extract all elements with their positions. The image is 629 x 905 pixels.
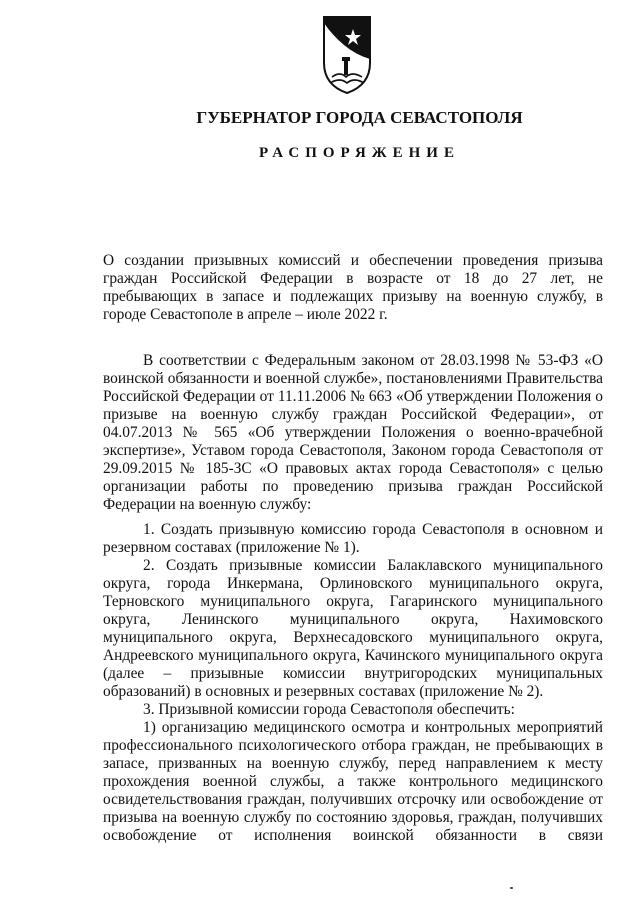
coat-of-arms-drawing	[322, 15, 372, 95]
document-type: РАСПОРЯЖЕНИЕ	[259, 145, 460, 161]
document-subject	[103, 252, 603, 324]
order-items	[103, 521, 603, 845]
item-1: 1. Создать призывную комиссию города Севастополя в основном и резервном составах (приложение № 1).	[103, 521, 603, 556]
document-title: ГУБЕРНАТОР ГОРОДА СЕВАСТОПОЛЯ	[196, 108, 523, 127]
preamble-text: В соответствии с Федеральным законом от 28.03.1998 № 53-ФЗ «О воинской обязанности и военной службе», постановлениями Правительства Российской Федерации от 11.11.2006 № 663 «Об утверждении Положения о призыве на военную службу граждан Российской Федерации», от 04.07.2013 № 565 «Об утверждении Положения о военно-врачебной экспертизе», Уставом города Севастополя, Законом города Севастополя от 29.09.2015 № 185-ЗС «О правовых актах города Севастополя» с целью организации работы по проведению призыва граждан Российской Федерации на военную службу:	[103, 352, 603, 513]
item-2: 2. Создать призывные комиссии Балаклавского муниципального округа, города Инкермана, Орлиновского муниципального округа, Терновского муниципального округа, Гагаринского муниципального округа, Ленинского муниципального округа, Нахимовского муниципального округа, Верхнесадовского муниципального округа, Андреевского муниципального округа, Качинского муниципального округа (далее – призывные комиссии внутригородских муниципальных образований) в основных и резервных составах (приложение № 2).	[103, 557, 603, 700]
preamble	[103, 352, 603, 514]
scan-dot-mark	[510, 887, 513, 889]
subject-text: О создании призывных комиссий и обеспечении проведения призыва граждан Российской Федерации в возрасте от 18 до 27 лет, не пребывающих в запасе и подлежащих призыву на военную службу, в городе Севастополе в апреле – июле 2022 г.	[103, 252, 603, 323]
item-3: 3. Призывной комиссии города Севастополя обеспечить:	[143, 701, 515, 718]
sevastopol-coat-of-arms-icon	[322, 15, 372, 95]
item-3-subitem-1: 1) организацию медицинского осмотра и контрольных мероприятий профессионального психологического отбора граждан, не пребывающих в запасе, призванных на военную службу, перед направлением к месту прохождения военной службы, а также контрольного медицинского освидетельствования граждан, получивших отсрочку или освобождение от призыва на военную службу по состоянию здоровья, граждан, получивших освобождение от исполнения воинской обязанности в связи	[103, 719, 603, 844]
